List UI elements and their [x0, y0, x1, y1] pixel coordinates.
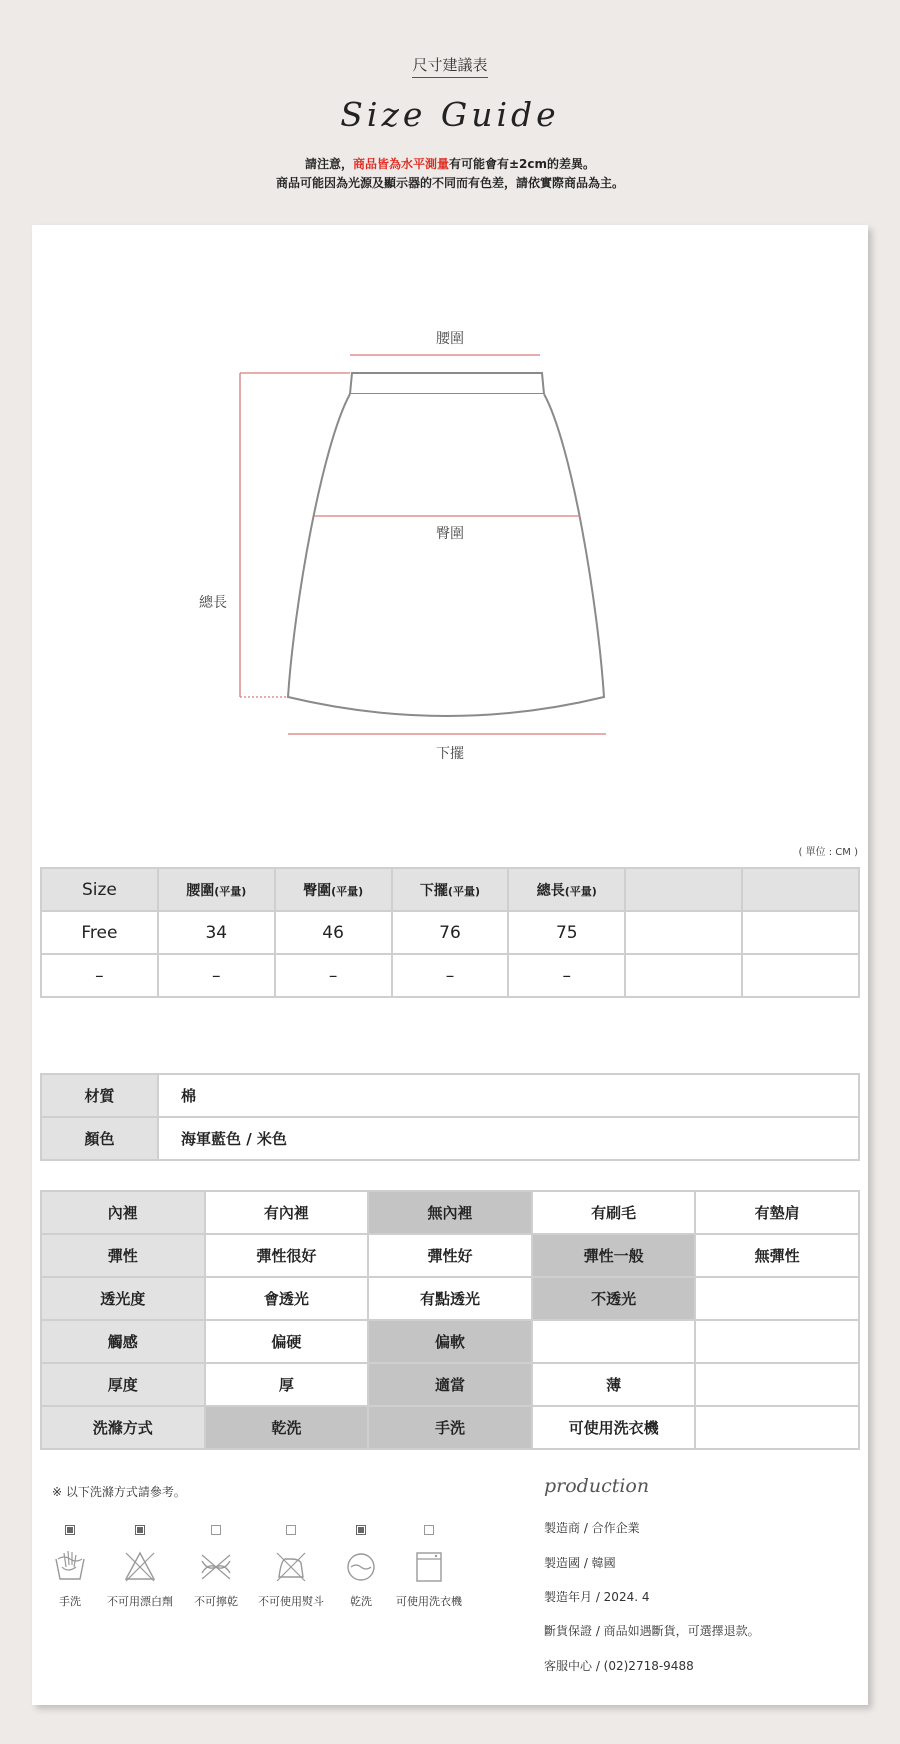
care-label: 手洗 [59, 1595, 81, 1608]
material-table [40, 1073, 860, 1161]
care-checkbox [211, 1525, 221, 1535]
feature-option: 彈性一般 [532, 1234, 696, 1277]
header-name: 下擺 [419, 882, 448, 899]
unit-note: ( 單位 : CM ) [798, 847, 858, 858]
feature-option: 彈性很好 [205, 1234, 369, 1277]
table-cell: – [508, 954, 625, 997]
care-label: 不可使用熨斗 [258, 1595, 324, 1608]
empty-header-cell [625, 868, 742, 911]
care-label: 乾洗 [350, 1595, 372, 1608]
length-header-cell [508, 868, 625, 911]
hip-label: 臀圍 [436, 526, 464, 542]
feature-option [695, 1320, 859, 1363]
feature-label: 內裡 [41, 1191, 205, 1234]
feature-row [41, 1234, 859, 1277]
hip-header-cell [275, 868, 392, 911]
header-note: (平量) [564, 884, 597, 898]
feature-option: 手洗 [368, 1406, 532, 1449]
skirt-illustration [32, 225, 868, 785]
service-line: 客服中心 / (02)2718-9488 [544, 1659, 694, 1673]
table-cell: – [158, 954, 275, 997]
notice-highlight: 商品皆為水平測量 [352, 157, 449, 171]
care-checkbox [356, 1525, 366, 1535]
feature-option: 薄 [532, 1363, 696, 1406]
table-cell: 46 [275, 911, 392, 954]
dry-clean-icon [343, 1549, 379, 1585]
waist-label: 腰圍 [436, 331, 464, 347]
feature-option: 可使用洗衣機 [532, 1406, 696, 1449]
feature-option: 會透光 [205, 1277, 369, 1320]
date-line: 製造年月 / 2024. 4 [544, 1590, 650, 1604]
table-cell: 76 [392, 911, 509, 954]
hem-header-cell [392, 868, 509, 911]
care-note: ※ 以下洗滌方式請參考。 [52, 1485, 186, 1499]
table-cell [625, 954, 742, 997]
production-title: production [544, 1475, 650, 1497]
feature-option: 有點透光 [368, 1277, 532, 1320]
table-row [41, 954, 859, 997]
feature-option [695, 1363, 859, 1406]
waistband-shape [350, 373, 544, 394]
table-cell: – [41, 954, 158, 997]
no-iron-icon [273, 1549, 309, 1585]
kicker-text: 尺寸建議表 [412, 56, 487, 78]
features-table [40, 1190, 860, 1450]
manufacturer-line: 製造商 / 合作企業 [544, 1521, 640, 1535]
feature-option: 偏軟 [368, 1320, 532, 1363]
skirt-body-shape [288, 394, 604, 716]
notice-line-2: 商品可能因為光源及顯示器的不同而有色差，請依實際商品為主。 [275, 176, 624, 190]
header-name: 總長 [536, 882, 565, 899]
length-label: 總長 [199, 595, 227, 611]
measurement-notice [0, 155, 900, 193]
feature-option: 不透光 [532, 1277, 696, 1320]
material-label: 材質 [41, 1074, 158, 1117]
feature-option: 偏硬 [205, 1320, 369, 1363]
feature-option: 厚 [205, 1363, 369, 1406]
feature-option: 適當 [368, 1363, 532, 1406]
color-value: 海軍藍色 / 米色 [158, 1117, 859, 1160]
waist-header-cell [158, 868, 275, 911]
page-kicker [0, 54, 900, 75]
notice-text-tail: 有可能會有±2cm的差異。 [449, 157, 596, 171]
table-cell [625, 911, 742, 954]
feature-option: 乾洗 [205, 1406, 369, 1449]
feature-option [532, 1320, 696, 1363]
feature-row [41, 1320, 859, 1363]
table-cell: – [275, 954, 392, 997]
feature-label: 觸感 [41, 1320, 205, 1363]
feature-row [41, 1277, 859, 1320]
table-row [41, 911, 859, 954]
header-note: (平量) [447, 884, 480, 898]
guarantee-line: 斷貨保證 / 商品如遇斷貨，可選擇退款。 [544, 1624, 760, 1638]
care-checkbox [65, 1525, 75, 1535]
table-cell: – [392, 954, 509, 997]
size-guide-card [32, 225, 868, 1705]
size-table-header [41, 868, 859, 911]
color-row [41, 1117, 859, 1160]
care-item [384, 1525, 474, 1609]
care-label: 可使用洗衣機 [396, 1595, 462, 1608]
care-label: 不可用漂白劑 [107, 1595, 173, 1608]
washing-machine-icon [411, 1549, 447, 1585]
header-name: 臀圍 [303, 882, 332, 899]
feature-label: 洗滌方式 [41, 1406, 205, 1449]
feature-row [41, 1406, 859, 1449]
feature-option [695, 1406, 859, 1449]
care-label: 不可擰乾 [194, 1595, 238, 1608]
header-name: 腰圍 [186, 882, 215, 899]
skirt-diagram [32, 225, 868, 785]
table-cell: 34 [158, 911, 275, 954]
header-note: (平量) [331, 884, 364, 898]
feature-option: 無彈性 [695, 1234, 859, 1277]
no-wring-icon [198, 1549, 234, 1585]
no-bleach-icon [122, 1549, 158, 1585]
material-value: 棉 [158, 1074, 859, 1117]
care-checkbox [286, 1525, 296, 1535]
feature-option: 有刷毛 [532, 1191, 696, 1234]
notice-text: 請注意， [304, 157, 353, 171]
hand-wash-icon [52, 1549, 88, 1585]
feature-option: 無內裡 [368, 1191, 532, 1234]
feature-label: 厚度 [41, 1363, 205, 1406]
feature-option [695, 1277, 859, 1320]
care-checkbox [424, 1525, 434, 1535]
table-cell [742, 954, 859, 997]
size-table [40, 867, 860, 998]
color-label: 顏色 [41, 1117, 158, 1160]
feature-label: 彈性 [41, 1234, 205, 1277]
country-line: 製造國 / 韓國 [544, 1556, 616, 1570]
hem-label: 下擺 [436, 746, 464, 762]
page-title: Size Guide [340, 95, 560, 134]
size-header-cell: Size [41, 868, 158, 911]
feature-option: 有內裡 [205, 1191, 369, 1234]
table-cell: Free [41, 911, 158, 954]
care-checkbox [135, 1525, 145, 1535]
feature-row [41, 1191, 859, 1234]
feature-row [41, 1363, 859, 1406]
table-cell [742, 911, 859, 954]
empty-header-cell [742, 868, 859, 911]
feature-option: 彈性好 [368, 1234, 532, 1277]
feature-option: 有墊肩 [695, 1191, 859, 1234]
table-cell: 75 [508, 911, 625, 954]
header-note: (平量) [214, 884, 247, 898]
feature-label: 透光度 [41, 1277, 205, 1320]
material-row [41, 1074, 859, 1117]
